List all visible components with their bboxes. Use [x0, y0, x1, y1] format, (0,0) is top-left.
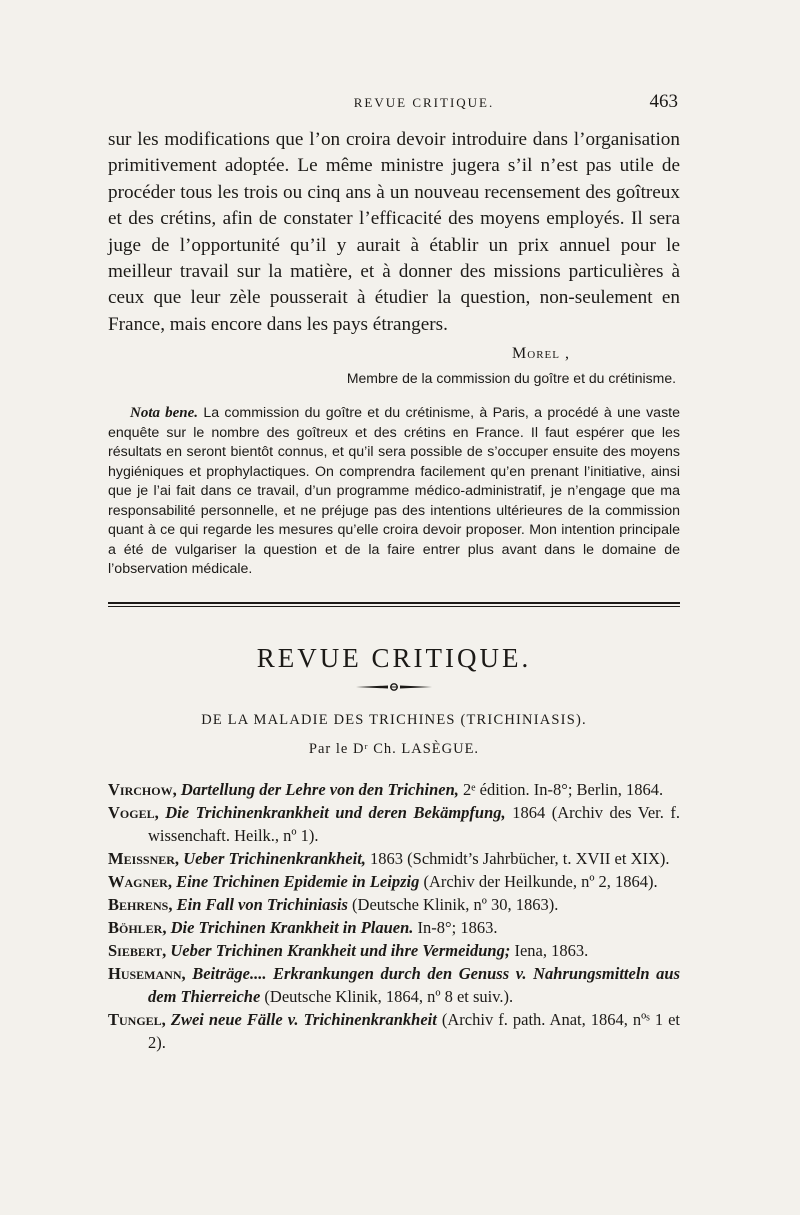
reference-item [108, 801, 680, 847]
reference-author: Vogel, [108, 802, 159, 822]
reference-author: Husemann, [108, 963, 186, 983]
reference-work: Beiträge.... Erkrankungen durch den Genuss v. Nahrungsmitteln aus dem Thierreiche [148, 963, 681, 1006]
page [108, 91, 681, 1054]
reference-item [108, 962, 680, 1008]
section-title: REVUE CRITIQUE. [256, 642, 532, 673]
body-text [108, 127, 680, 338]
reference-author: Böhler, [108, 917, 167, 937]
ornament-icon [354, 681, 434, 693]
reference-item [108, 847, 680, 870]
reference-author: Wagner, [108, 871, 172, 891]
reference-item [108, 1008, 680, 1054]
reference-work: Die Trichinen Krankheit in Plauen. [170, 917, 414, 937]
reference-details: (Deutsche Klinik, nº 30, 1863). [352, 894, 559, 914]
body-paragraph: sur les modifications que l’on croira devoir introduire dans l’organisation primitivement adoptée. Le même ministre jugera s’il n’est pas utile de procéder tous les trois ou cinq ans à un nouveau recensement des goîtreux et des crétins, afin de constater l’efficacité des moyens employés. Il sera juge de l’opportunité qu’il y aurait à établir un prix annuel pour le meilleur travail sur la matière, et à donner des missions particulières à ceux que leur zèle pousserait à étudier la question, non-seulement en France, mais encore dans les pays étrangers. [108, 129, 680, 335]
reference-work: Zwei neue Fälle v. Trichinenkrankheit [170, 1009, 437, 1029]
reference-details: 1864 (Archiv des Ver. f. wissenchaft. Heilk., nº 1). [148, 802, 681, 845]
reference-details: In-8°; 1863. [417, 917, 498, 937]
reference-work: Eine Trichinen Epidemie in Leipzig [176, 871, 420, 891]
byline: Par le Dʳ Ch. LASÈGUE. [308, 740, 480, 757]
reference-work: Die Trichinenkrankheit und deren Bekämpfung, [165, 802, 506, 822]
reference-item [108, 870, 680, 893]
reference-details: 2ᵉ édition. In-8°; Berlin, 1864. [463, 779, 664, 799]
page-number: 463 [649, 91, 678, 112]
reference-author: Siebert, [108, 940, 167, 960]
article-title: DE LA MALADIE DES TRICHINES (TRICHINIASIS). [201, 711, 587, 728]
ornament-divider [108, 680, 680, 694]
reference-details: (Archiv der Heilkunde, nº 2, 1864). [423, 871, 658, 891]
section-divider [108, 602, 680, 607]
reference-work: Ueber Trichinenkrankheit, [183, 848, 366, 868]
nota-bene-text: La commission du goître et du crétinisme, à Paris, a procédé à une vaste enquête sur le nombre des goîtreux et des crétins en France. Il faut espérer que les résultats en seront bientôt connus, et qu’il sera possible de s’occuper ensuite des moyens hygiéniques et prophylactiques. On comprendra facilement qu’en prenant l’initiative, ainsi que je l’ai fait dans ce travail, d’un programme médico-administratif, je n’engage que ma responsabilité personnelle, et ne préjuge pas des intentions ultérieures de la commission quant à ce qui regarde les mesures qu’elle croira devoir proposer. Mon intention principale a été de vulgariser la question et de la faire entrer plus avant dans le domaine de l’observation médicale. [108, 405, 680, 578]
references-list [108, 778, 680, 1054]
reference-item [108, 939, 680, 962]
signature-block [108, 342, 680, 390]
signature-name: Morel , [512, 345, 570, 363]
running-head [108, 91, 680, 117]
reference-author: Meissner, [108, 848, 180, 868]
nota-bene-lead: Nota bene. [130, 405, 199, 422]
reference-details: (Archiv f. path. Anat, 1864, nºˢ 1 et 2). [148, 1009, 681, 1052]
reference-work: Ein Fall von Trichiniasis [176, 894, 348, 914]
reference-work: Dartellung der Lehre von den Trichinen, [180, 779, 459, 799]
running-head-title: REVUE CRITIQUE. [353, 95, 495, 110]
reference-author: Virchow, [108, 779, 177, 799]
reference-item [108, 916, 680, 939]
reference-item [108, 893, 680, 916]
signature-role: Membre de la commission du goître et du crétinisme. [346, 370, 676, 387]
reference-details: Iena, 1863. [514, 940, 589, 960]
reference-author: Behrens, [108, 894, 173, 914]
reference-details: (Deutsche Klinik, 1864, nº 8 et suiv.). [264, 986, 514, 1006]
reference-details: 1863 (Schmidt’s Jahrbücher, t. XVII et XIX). [370, 848, 670, 868]
reference-item [108, 778, 680, 801]
reference-author: Tungel, [108, 1009, 166, 1029]
nota-bene [108, 404, 680, 580]
reference-work: Ueber Trichinen Krankheit und ihre Vermeidung; [170, 940, 511, 960]
